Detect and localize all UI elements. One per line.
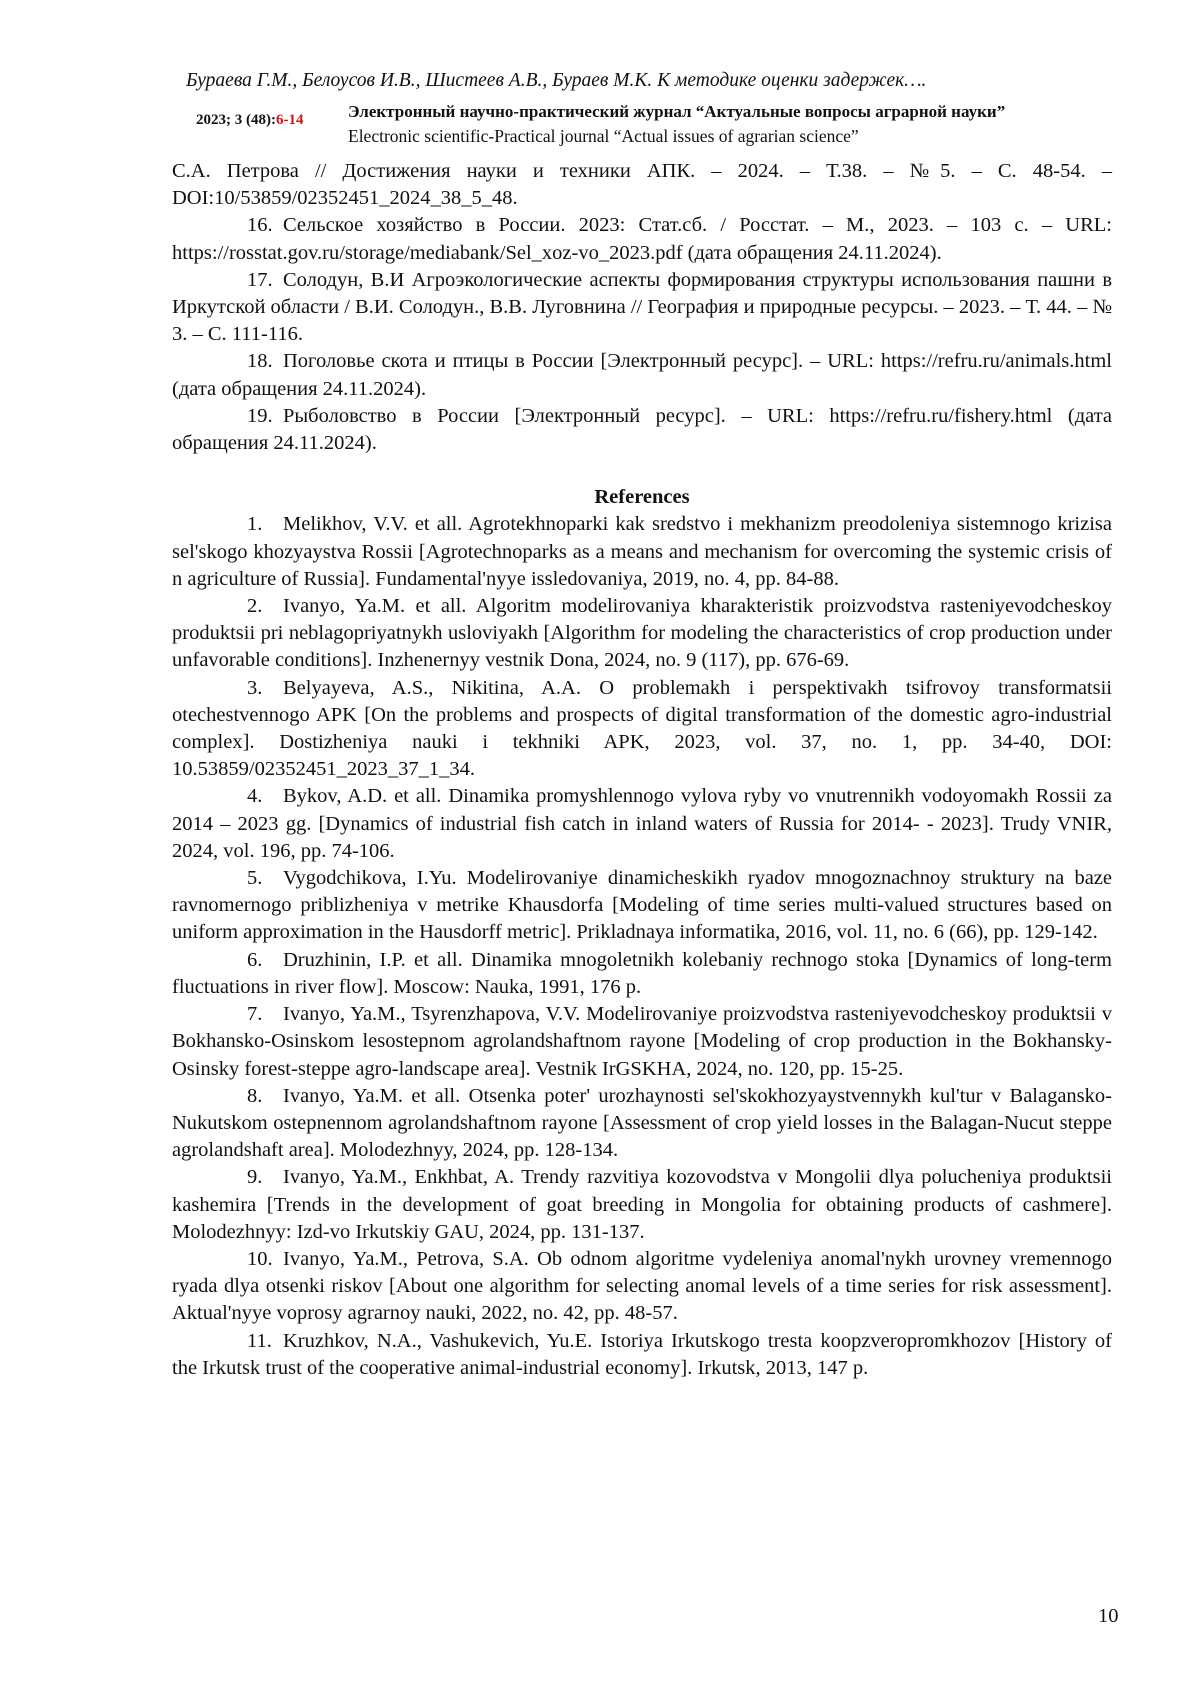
reference-number: 19.	[247, 404, 273, 427]
en-reference	[172, 1083, 1112, 1165]
journal-title	[348, 100, 1005, 148]
reference-continuation: С.А. Петрова // Достижения науки и техники АПК. – 2024. – Т.38. – №5. – С. 48-54. – DOI:10/53859/02352451_2024_38_5_48.	[172, 160, 1112, 210]
reference-number: 1.	[247, 513, 263, 536]
ru-reference	[172, 212, 1112, 266]
running-head: Бураева Г.М., Белоусов И.В., Шистеев А.В., Бураев М.К. К методике оценки задержек….	[186, 70, 927, 91]
reference-number: 6.	[247, 948, 263, 971]
reference-number: 7.	[247, 1003, 263, 1026]
en-reference	[172, 947, 1112, 1001]
reference-text: Bykov, A.D. et all. Dinamika promyshlennogo vylova ryby vo vnutrennikh vodoyomakh Rossii za 2014 – 2023 gg. [Dynamics of industrial fish catch in inland waters of Russia for 2014- - 2023]. Trudy VNIR, 2024, vol. 196, pp. 74-106.	[172, 785, 1112, 862]
reference-number: 4.	[247, 785, 263, 808]
reference-text: Ivanyo, Ya.M., Petrova, S.A. Ob odnom algoritme vydeleniya anomal'nykh urovney vremennogo ryada dlya otsenki riskov [About one algorithm for selecting anomal levels of a time series for risk assessment]. Aktual'nyye voprosy agrarnoy nauki, 2022, no. 42, pp. 48-57.	[172, 1247, 1112, 1325]
reference-number: 17.	[247, 268, 273, 291]
reference-text: Druzhinin, I.P. et all. Dinamika mnogoletnikh kolebaniy rechnogo stoka [Dynamics of long-term fluctuations in river flow]. Moscow: Nauka, 1991, 176 p.	[172, 948, 1112, 998]
issue-prefix: 2023; 3 (48):	[196, 112, 276, 128]
reference-number: 9.	[247, 1166, 263, 1189]
reference-text: Поголовье скота и птицы в России [Электронный ресурс]. – URL: https://refru.ru/animals.html (дата обращения 24.11.2024).	[172, 350, 1112, 400]
reference-text: Kruzhkov, N.A., Vashukevich, Yu.E. Istoriya Irkutskogo tresta koopzveropromkhozov [History of the Irkutsk trust of the cooperative animal-industrial economy]. Irkutsk, 2013, 147 p.	[172, 1329, 1112, 1379]
en-reference	[172, 1001, 1112, 1083]
reference-text: Belyayeva, A.S., Nikitina, A.A. O problemakh i perspektivakh tsifrovoy transformatsii otechestvennogo APK [On the problems and prospects of digital transformation of the domestic agro-industrial complex]. Dostizheniya nauki i tekhniki APK, 2023, vol. 37, no. 1, pp. 34-40, DOI: 10.53859/02352451_2023_37_1_34.	[172, 676, 1112, 781]
issue-pages: 6-14	[275, 112, 304, 128]
page-number: 10	[1098, 1605, 1119, 1627]
reference-text: Ivanyo, Ya.M., Tsyrenzhapova, V.V. Modelirovaniye proizvodstva rasteniyevodcheskoy produktsii v Bokhansko-Osinskom lesostepnom agrolandshaftnom rayone [Modeling of crop production in the Bokhansky-Osinsky forest-steppe agro-landscape area]. Vestnik IrGSKHA, 2024, no. 120, pp. 15-25.	[172, 1003, 1112, 1080]
reference-number: 10.	[247, 1247, 273, 1270]
en-reference	[172, 865, 1112, 947]
en-reference	[172, 1246, 1112, 1328]
references-heading: References	[594, 486, 690, 509]
reference-number: 2.	[247, 595, 263, 618]
en-reference	[172, 1328, 1112, 1382]
reference-text: Солодун, В.И Агроэкологические аспекты формирования структуры использования пашни в Иркутской области / В.И. Солодун., В.В. Луговнина // География и природные ресурсы. – 2023. – Т. 44. – № 3. – С. 111-116.	[172, 268, 1112, 346]
en-reference	[172, 593, 1112, 675]
reference-number: 3.	[247, 676, 263, 699]
ru-reference	[172, 267, 1112, 349]
reference-text: Рыболовство в России [Электронный ресурс]. – URL: https://refru.ru/fishery.html (дата обращения 24.11.2024).	[172, 404, 1112, 455]
ru-reference	[172, 348, 1112, 402]
reference-number: 16.	[247, 214, 273, 237]
reference-number: 11.	[247, 1329, 272, 1352]
article-body	[172, 158, 1112, 1382]
reference-text: Ivanyo, Ya.M. et all. Otsenka poter' urozhaynosti sel'skokhozyaystvennykh kul'tur v Balagansko-Nukutskom ostepnennom agrolandshaftnom rayone [Assessment of crop yield losses in the Balagan-Nucut steppe agrolandshaft area]. Molodezhnyy, 2024, pp. 128-134.	[172, 1084, 1112, 1162]
en-reference	[172, 675, 1112, 784]
issue-info	[196, 112, 303, 129]
en-reference	[172, 1164, 1112, 1246]
journal-title-en: Electronic scientific-Practical journal “Actual issues of agrarian science”	[348, 126, 859, 146]
reference-text: Melikhov, V.V. et all. Agrotekhnoparki kak sredstvo i mekhanizm preodoleniya sistemnogo krizisa sel'skogo khozyaystva Rossii [Agrotechnoparks as a means and mechanism for overcoming the systemic crisis of n agriculture of Russia]. Fundamental'nyye issledovaniya, 2019, no. 4, pp. 84-88.	[172, 513, 1112, 590]
reference-text: Сельское хозяйство в России. 2023: Стат.сб. / Росстат. – М., 2023. – 103 с. – URL: https://rosstat.gov.ru/storage/mediabank/Sel_xoz-vo_2023.pdf (дата обращения 24.11.2024).	[172, 214, 1112, 264]
reference-text: Ivanyo, Ya.M. et all. Algoritm modelirovaniya kharakteristik proizvodstva rasteniyevodcheskoy produktsii pri neblagopriyatnykh usloviyakh [Algorithm for modeling the characteristics of crop production under unfavorable conditions]. Inzhenernyy vestnik Dona, 2024, no. 9 (117), pp. 676-69.	[172, 595, 1112, 672]
ru-reference	[172, 403, 1112, 457]
journal-title-ru: Электронный научно-практический журнал “Актуальные вопросы аграрной науки”	[348, 102, 1006, 121]
reference-number: 8.	[247, 1084, 263, 1107]
reference-text: Ivanyo, Ya.M., Enkhbat, A. Trendy razvitiya kozovodstva v Mongolii dlya polucheniya produktsii kashemira [Trends in the development of goat breeding in Mongolia for obtaining products of cashmere]. Molodezhnyy: Izd-vo Irkutskiy GAU, 2024, pp. 131-137.	[172, 1166, 1112, 1243]
en-reference	[172, 511, 1112, 593]
en-reference	[172, 783, 1112, 865]
reference-number: 5.	[247, 867, 263, 890]
reference-number: 18.	[247, 350, 273, 373]
reference-text: Vygodchikova, I.Yu. Modelirovaniye dinamicheskikh ryadov mnogoznachnoy struktury na baze ravnomernogo priblizheniya v metrike Khausdorfa [Modeling of time series multi-valued structures based on uniform approximation in the Hausdorff metric]. Prikladnaya informatika, 2016, vol. 11, no. 6 (66), pp. 129-142.	[172, 867, 1112, 944]
